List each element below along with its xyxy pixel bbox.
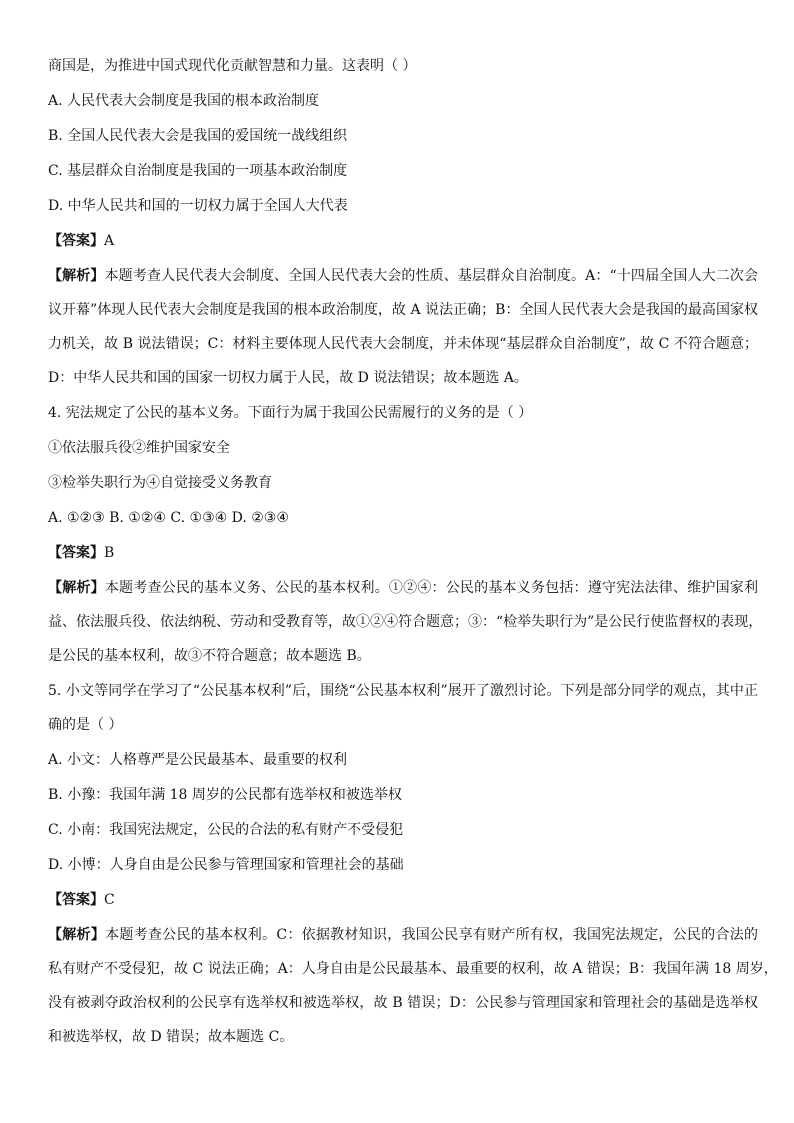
q5-option-b: B. 小豫：我国年满 18 周岁的公民都有选举权和被选举权 [48,787,402,803]
answer-tag: 【答案】 [48,892,104,908]
q5-analysis-line-2: 私有财产不受侵犯，故 C 说法正确；A：人身自由是公民最基本、最重要的权利，故 A 错误；B：我国年满 18 周岁， [48,961,778,977]
q5-option-d: D. 小博：人身自由是公民参与管理国家和管理社会的基础 [48,857,404,873]
q5-stem-line-2: 确的是（ ） [48,717,123,733]
q3-analysis-line-1: 【解析】本题考查人民代表大会制度、全国人民代表大会的性质、基层群众自治制度。A：“十四届全国人大二次会 [48,268,759,284]
q4-options: A. ①②③ B. ①②④ C. ①③④ D. ②③④ [48,510,289,526]
answer-tag: 【答案】 [48,545,104,561]
q5-analysis-line-3: 没有被剥夺政治权利的公民享有选举权和被选举权，故 B 错误；D：公民参与管理国家和管理社会的基础是选举权 [48,995,758,1011]
q5-analysis-line-4: 和被选举权，故 D 错误；故本题选 C。 [48,1029,294,1045]
q5-answer [48,890,758,910]
answer-tag: 【答案】 [48,233,104,249]
q3-option-d: D. 中华人民共和国的一切权力属于全国人大代表 [48,198,348,214]
q3-option-c: C. 基层群众自治制度是我国的一项基本政治制度 [48,163,348,179]
q3-option-b: B. 全国人民代表大会是我国的爱国统一战线组织 [48,128,348,144]
q4-items-line-2: ③检举失职行为④自觉接受义务教育 [48,475,272,491]
q3-analysis-line-3: 力机关，故 B 说法错误；C：材料主要体现人民代表大会制度，并未体现“基层群众自治制度”，故 C 不符合题意； [48,336,758,352]
q3-stem: 商国是，为推进中国式现代化贡献智慧和力量。这表明（ ） [48,58,417,74]
answer-value: C [104,892,115,908]
q5-option-c: C. 小南：我国宪法规定，公民的合法的私有财产不受侵犯 [48,822,404,838]
analysis-tag: 【解析】 [48,580,105,596]
q4-stem: 4. 宪法规定了公民的基本义务。下面行为属于我国公民需履行的义务的是（ ） [48,405,533,421]
q4-analysis-line-2: 益、依法服兵役、依法纳税、劳动和受教育等，故①②④符合题意；③：“检举失职行为”是公民行使监督权的表现， [48,614,763,630]
q3-answer [48,231,758,251]
q4-analysis-line-3: 是公民的基本权利，故③不符合题意；故本题选 B。 [48,648,371,664]
analysis-tag: 【解析】 [48,927,106,943]
q4-answer [48,543,758,563]
q5-option-a: A. 小文：人格尊严是公民最基本、最重要的权利 [48,752,348,768]
q3-analysis-line-2: 议开幕”体现人民代表大会制度是我国的根本政治制度，故 A 说法正确；B：全国人民代表大会是我国的最高国家权 [48,302,758,318]
q3-option-a: A. 人民代表大会制度是我国的根本政治制度 [48,93,320,109]
q5-stem-line-1: 5. 小文等同学在学习了“公民基本权利”后，围绕“公民基本权利”展开了激烈讨论。下列是部分同学的观点，其中正 [48,683,758,699]
q3-analysis-line-4: D：中华人民共和国的国家一切权力属于人民，故 D 说法错误；故本题选 A。 [48,370,528,386]
q4-analysis-line-1: 【解析】本题考查公民的基本义务、公民的基本权利。①②④：公民的基本义务包括：遵守宪法法律、维护国家利 [48,580,759,596]
answer-value: A [104,233,115,249]
q5-analysis-line-1: 【解析】本题考查公民的基本权利。C：依据教材知识，我国公民享有财产所有权，我国宪法规定，公民的合法的 [48,927,758,943]
answer-value: B [104,545,115,561]
q4-items-line-1: ①依法服兵役②维护国家安全 [48,440,230,456]
analysis-tag: 【解析】 [48,268,105,284]
